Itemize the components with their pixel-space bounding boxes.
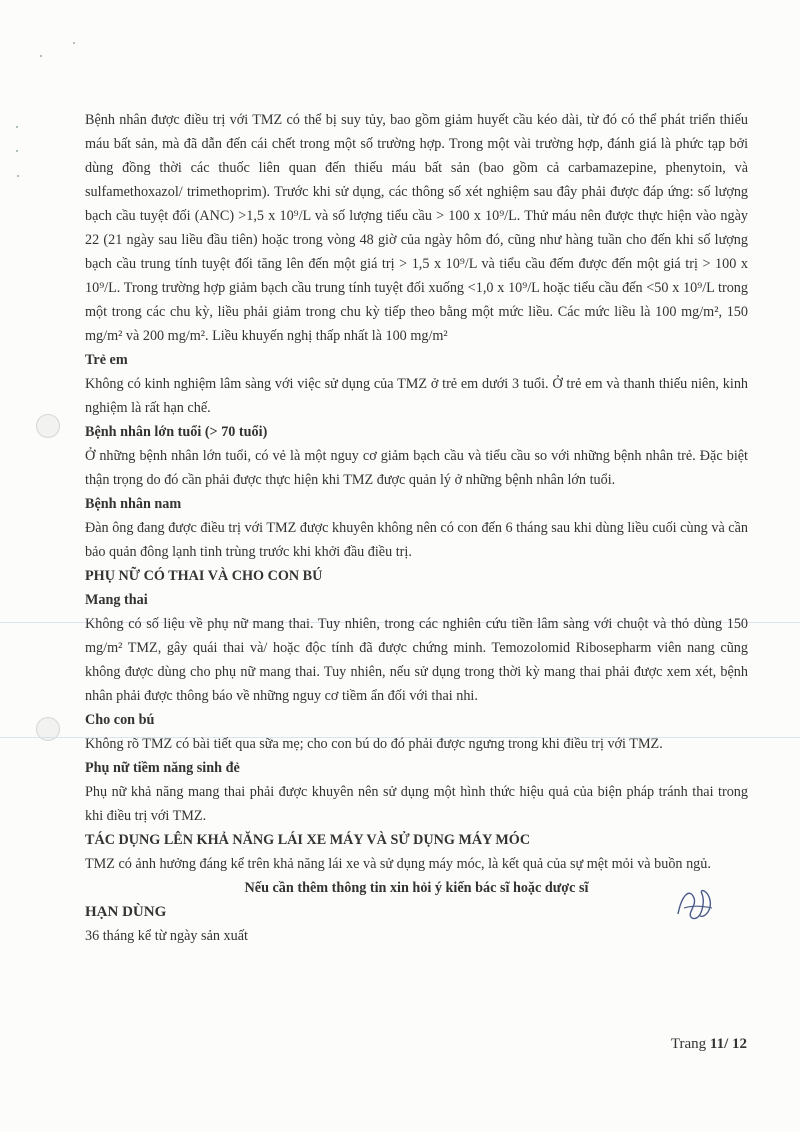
text-line: Bệnh nhân được điều trị với TMZ có thể bị suy tủy, bao gồm giảm huyết cầu kéo dài, từ đó có thể phát triển bbox=[85, 112, 716, 128]
fertile-women-paragraph bbox=[85, 780, 748, 828]
page-label: Trang bbox=[670, 1036, 710, 1052]
text-line: mức liều là 100 mg/m², 150 mg/m² và 200 mg/m². Liều khuyến nghị thấp nhất là 100 mg/m² bbox=[85, 304, 748, 344]
page-number: 11/ 12 bbox=[709, 1036, 747, 1052]
elderly-paragraph bbox=[85, 444, 748, 492]
driving-paragraph bbox=[85, 852, 748, 876]
scan-speck bbox=[17, 175, 19, 177]
text-line: Ở những bệnh nhân lớn tuổi, có vẻ là một nguy cơ giảm bạch cầu và tiểu cầu so với những bệnh nhân trẻ. Đặc bbox=[85, 448, 723, 464]
text-line: và cần bảo quản đông lạnh tinh trùng trước khi khởi đầu điều trị. bbox=[85, 520, 748, 560]
children-paragraph bbox=[85, 372, 748, 420]
text-line: thiếu máu bất sản, mà đã dẫn đến cái chết trong một số trường hợp. Trong một vài trường hợp, đánh giá là bbox=[85, 112, 748, 152]
text-line: Không có số liệu về phụ nữ mang thai. Tuy nhiên, trong các nghiên cứu tiền lâm sàng với chuột và thỏ dùng bbox=[85, 616, 723, 632]
children-heading: Trẻ em bbox=[85, 352, 128, 368]
male-heading: Bệnh nhân nam bbox=[85, 496, 182, 512]
breastfeeding-heading: Cho con bú bbox=[85, 712, 155, 728]
handwritten-initials bbox=[672, 884, 718, 924]
pregnancy-section-heading: PHỤ NỮ CÓ THAI VÀ CHO CON BÚ bbox=[85, 568, 323, 584]
text-line: khi số lượng bạch cầu trung tính tuyệt đối tăng lên đến một giá trị > 1,5 x 10⁹/L và tiểu cầu đếm được đến một bbox=[85, 232, 748, 272]
male-paragraph bbox=[85, 516, 748, 564]
text-line: 36 tháng kể từ ngày sản xuất bbox=[85, 928, 248, 944]
text-line: trong khi điều trị với TMZ. bbox=[85, 784, 748, 824]
elderly-heading: Bệnh nhân lớn tuổi (> 70 tuổi) bbox=[85, 424, 268, 440]
scan-speck bbox=[40, 55, 42, 57]
text-line: 150 mg/m² TMZ, gây quái thai và/ hoặc độc tính đã được chứng minh. Temozolomid Ribosepharm viên nang bbox=[85, 616, 749, 656]
pregnancy-heading: Mang thai bbox=[85, 592, 148, 608]
scan-speck bbox=[16, 126, 18, 128]
text-line: Không có kinh nghiệm lâm sàng với việc sử dụng của TMZ ở trẻ em dưới 3 tuổi. Ở trẻ em và thanh thiếu niên, bbox=[85, 376, 719, 392]
text-line: biệt thận trọng do đó cần phải được thực hiện khi TMZ được quản lý ở những bệnh nhân lớn tuổi. bbox=[85, 448, 748, 488]
intro-paragraph bbox=[85, 108, 748, 348]
text-line: kinh nghiệm là rất hạn chế. bbox=[85, 376, 749, 416]
page-footer bbox=[671, 1036, 747, 1053]
pregnancy-paragraph bbox=[85, 612, 748, 708]
text-line: xét, bệnh nhân phải được thông báo về những nguy cơ tiềm ẩn đối với thai nhi. bbox=[85, 664, 748, 704]
driving-heading: TÁC DỤNG LÊN KHẢ NĂNG LÁI XE MÁY VÀ SỬ DỤNG MÁY MÓC bbox=[85, 832, 531, 848]
breastfeeding-paragraph bbox=[85, 732, 748, 756]
scan-speck bbox=[73, 42, 75, 44]
text-line: giá trị > 100 x 10⁹/L. Trong trường hợp giảm bạch cầu trung tính tuyệt đối xuống <1,0 x 10⁹/L hoặc tiểu cầu bbox=[85, 256, 748, 296]
text-line: cũng không được dùng cho phụ nữ mang thai. Tuy nhiên, nếu sử dụng trong thời kỳ mang thai phải được xem bbox=[85, 640, 748, 680]
text-line: lượng bạch cầu tuyệt đối (ANC) >1,5 x 10⁹/L và số lượng tiểu cầu > 100 x 10⁹/L. Thử máu nên được thực hiện bbox=[85, 184, 749, 224]
expiry-heading: HẠN DÙNG bbox=[85, 904, 167, 920]
fertile-women-heading: Phụ nữ tiềm năng sinh đẻ bbox=[85, 760, 240, 776]
text-line: phức tạp bởi dùng đồng thời các thuốc liên quan đến thiếu máu bất sản (bao gồm cả carbamazepine, phenytoin, bbox=[85, 136, 749, 176]
text-line: Đàn ông đang được điều trị với TMZ được khuyên không nên có con đến 6 tháng sau khi dùng liều cuối cùng bbox=[85, 520, 708, 536]
advice-note: Nếu cần thêm thông tin xin hỏi ý kiến bác sĩ hoặc dược sĩ bbox=[244, 880, 589, 896]
scan-speck bbox=[16, 150, 18, 152]
expiry-paragraph bbox=[85, 924, 748, 948]
text-line: Phụ nữ khả năng mang thai phải được khuyên nên sử dụng một hình thức hiệu quả của biện pháp tránh thai bbox=[85, 784, 714, 800]
text-line: Không rõ TMZ có bài tiết qua sữa mẹ; cho con bú do đó phải được ngưng trong khi điều trị với TMZ. bbox=[85, 736, 663, 752]
text-line: TMZ có ảnh hưởng đáng kể trên khả năng lái xe và sử dụng máy móc, là kết quả của sự mệt mỏi và buồn ngủ. bbox=[85, 856, 711, 872]
text-line: đến <50 x 10⁹/L trong một trong các chu kỳ, liều phải giảm trong chu kỳ tiếp theo bằng một mức liều. Các bbox=[85, 280, 748, 320]
document-body bbox=[85, 108, 748, 948]
text-line: vào ngày 22 (21 ngày sau liều đầu tiên) hoặc trong vòng 48 giờ của ngày hôm đó, cũng như hàng tuần cho đến bbox=[85, 208, 748, 248]
text-line: và sulfamethoxazol/ trimethoprim). Trước khi sử dụng, các thông số xét nghiệm sau đây phải được đáp ứng: số bbox=[85, 160, 748, 200]
punch-hole bbox=[36, 414, 60, 438]
